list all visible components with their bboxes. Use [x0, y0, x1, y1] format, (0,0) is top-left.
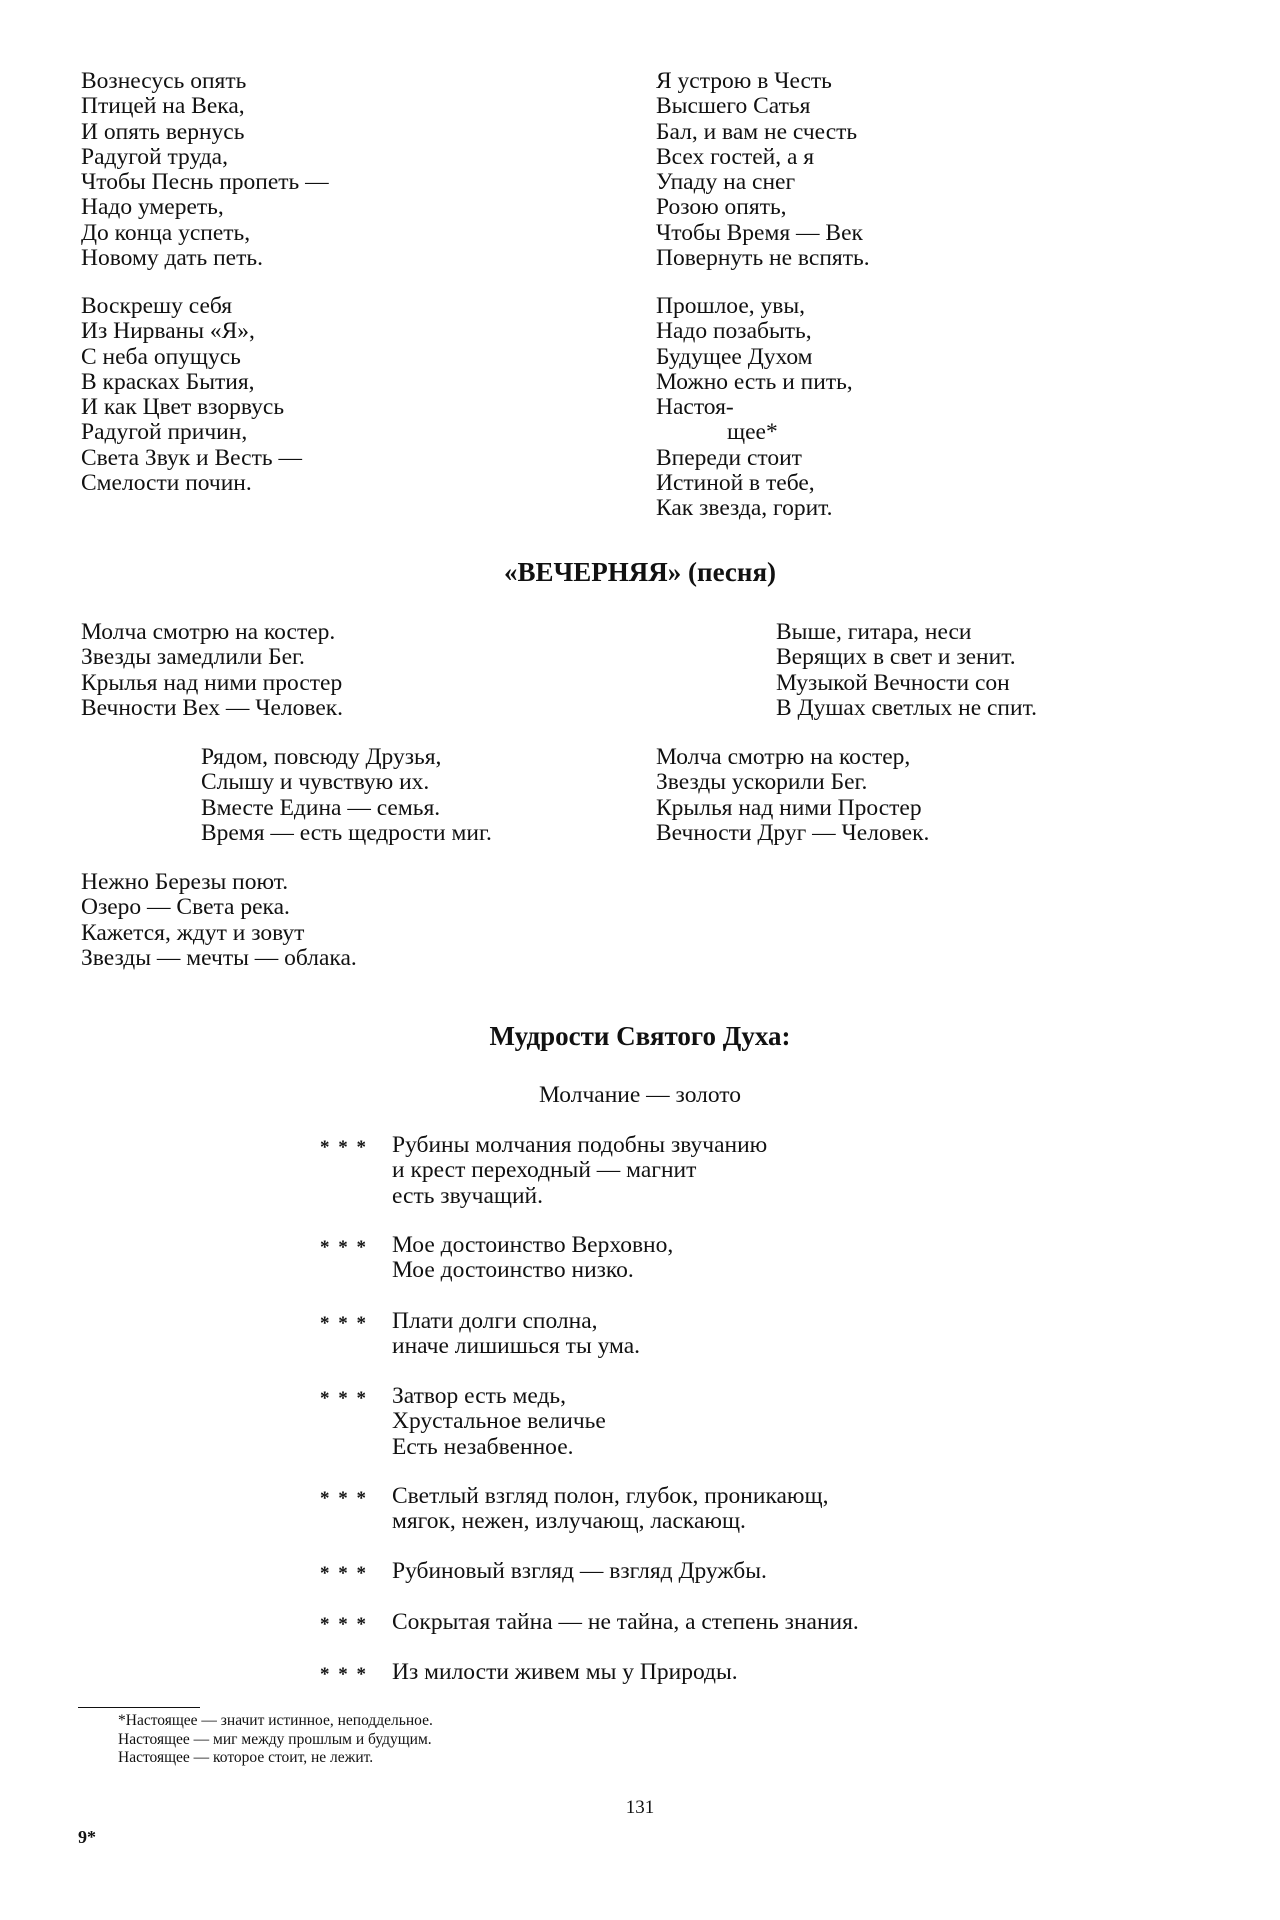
wisdom-line: Хрустальное величье	[392, 1408, 606, 1435]
verse-line: Смелости почин.	[81, 470, 252, 497]
verse-line: щее*	[727, 419, 778, 446]
verse-line: Нежно Березы поют.	[81, 869, 289, 895]
song-stanza-5	[656, 745, 929, 846]
wisdom-item	[320, 1384, 1100, 1460]
asterism-marker: * * *	[320, 1488, 368, 1509]
verse-line: Можно есть и пить,	[656, 368, 853, 395]
verse-line: В красках Бытия,	[81, 368, 255, 395]
verse-line: Радугой причин,	[81, 419, 248, 446]
verse-line: Света Звук и Весть —	[81, 444, 302, 471]
wisdom-line: Рубины молчания подобны звучанию	[392, 1132, 768, 1158]
verse-line: И как Цвет взорвусь	[81, 394, 285, 421]
wisdom-line: и крест переходный — магнит	[392, 1157, 697, 1184]
wisdom-subtitle: Молчание — золото	[538, 1082, 742, 1108]
poem-right-stanza-1	[656, 69, 870, 271]
wisdom-line: Затвор есть медь,	[392, 1383, 567, 1409]
verse-line: Вечности Друг — Человек.	[656, 819, 930, 846]
wisdom-line: Плати долги сполна,	[392, 1308, 598, 1334]
wisdom-line: Рубиновый взгляд — взгляд Дружбы.	[392, 1558, 767, 1584]
verse-line: В Душах светлых не спит.	[776, 694, 1037, 721]
asterism-marker: * * *	[320, 1137, 368, 1158]
wisdom-item	[320, 1233, 1100, 1284]
verse-line: Выше, гитара, неси	[776, 619, 972, 645]
verse-line: Музыкой Вечности сон	[776, 669, 1010, 696]
verse-line: Повернуть не вспять.	[656, 245, 870, 272]
verse-line: Радугой труда,	[81, 143, 228, 170]
song-stanza-1	[81, 620, 343, 721]
verse-line: Рядом, повсюду Друзья,	[201, 744, 442, 770]
verse-line: Звезды ускорили Бег.	[656, 769, 868, 796]
song-title: «ВЕЧЕРНЯЯ» (песня)	[503, 557, 777, 587]
verse-line: Высшего Сатья	[656, 93, 811, 120]
verse-line: Упаду на снег	[656, 169, 796, 196]
footnote-line: Настоящее — миг между прошлым и будущим.	[118, 1730, 432, 1748]
page-number: 131	[625, 1797, 655, 1818]
verse-line: Молча смотрю на костер.	[81, 619, 336, 645]
verse-line: Звезды замедлили Бег.	[81, 644, 305, 671]
poem-left-stanza-1	[81, 69, 329, 271]
verse-line: Чтобы Время — Век	[656, 219, 863, 246]
verse-line: До конца успеть,	[81, 219, 251, 246]
song-stanza-4	[776, 620, 1037, 721]
verse-line: Настоя-	[656, 394, 734, 421]
asterism-marker: * * *	[320, 1664, 368, 1685]
footnote	[118, 1712, 433, 1768]
wisdom-item	[320, 1309, 1100, 1360]
verse-line: Бал, и вам не счесть	[656, 118, 858, 145]
verse-line: Время — есть щедрости миг.	[201, 819, 492, 846]
verse-line: Чтобы Песнь пропеть —	[81, 169, 329, 196]
verse-line: Воскрешу себя	[81, 293, 233, 319]
footnote-rule	[78, 1707, 200, 1708]
wisdom-item	[320, 1484, 1100, 1535]
asterism-marker: * * *	[320, 1563, 368, 1584]
verse-line: Новому дать петь.	[81, 245, 263, 272]
song-stanza-2	[201, 745, 492, 846]
wisdom-line: Светлый взгляд полон, глубок, проникающ,	[392, 1483, 829, 1509]
wisdom-item	[320, 1559, 1100, 1584]
wisdom-item	[320, 1610, 1100, 1635]
asterism-marker: * * *	[320, 1313, 368, 1334]
verse-line: Как звезда, горит.	[656, 495, 833, 522]
verse-line: Впереди стоит	[656, 444, 802, 471]
verse-line: Молча смотрю на костер,	[656, 744, 911, 770]
verse-line: Крылья над ними простер	[81, 669, 343, 696]
verse-line: Будущее Духом	[656, 343, 813, 370]
verse-line: Надо позабыть,	[656, 318, 812, 345]
wisdom-item	[320, 1133, 1100, 1209]
verse-line: Крылья над ними Простер	[656, 794, 922, 821]
verse-line: Звезды — мечты — облака.	[81, 944, 357, 971]
verse-line: Из Нирваны «Я»,	[81, 318, 255, 345]
wisdom-title: Мудрости Святого Духа:	[489, 1021, 791, 1051]
verse-line: Слышу и чувствую их.	[201, 769, 430, 796]
asterism-marker: * * *	[320, 1237, 368, 1258]
asterism-marker: * * *	[320, 1614, 368, 1635]
verse-line: Птицей на Века,	[81, 93, 245, 120]
wisdom-line: есть звучащий.	[392, 1182, 544, 1209]
poem-right-stanza-2	[656, 294, 853, 522]
verse-line: И опять вернусь	[81, 118, 245, 145]
verse-line: Всех гостей, а я	[656, 143, 815, 170]
footnote-line: *Настоящее — значит истинное, неподдельное.	[118, 1712, 433, 1729]
verse-line: С неба опущусь	[81, 343, 241, 370]
wisdom-line: иначе лишишься ты ума.	[392, 1333, 641, 1360]
wisdom-line: Сокрытая тайна — не тайна, а степень знания.	[392, 1609, 859, 1635]
wisdom-line: Из милости живем мы у Природы.	[392, 1659, 738, 1685]
wisdom-line: мягок, нежен, излучающ, ласкающ.	[392, 1508, 746, 1535]
verse-line: Розою опять,	[656, 194, 787, 221]
verse-line: Озеро — Света река.	[81, 894, 290, 921]
poem-left-stanza-2	[81, 294, 302, 496]
verse-line: Надо умереть,	[81, 194, 224, 221]
wisdom-line: Мое достоинство Верховно,	[392, 1232, 674, 1258]
signature-mark: 9*	[78, 1827, 96, 1847]
verse-line: Верящих в свет и зенит.	[776, 644, 1016, 671]
verse-line: Истиной в тебе,	[656, 470, 815, 497]
verse-line: Вечности Вех — Человек.	[81, 694, 344, 721]
verse-line: Я устрою в Честь	[656, 68, 832, 94]
wisdom-line: Есть незабвенное.	[392, 1433, 574, 1460]
asterism-marker: * * *	[320, 1388, 368, 1409]
song-stanza-3	[81, 870, 357, 971]
wisdom-line: Мое достоинство низко.	[392, 1257, 634, 1284]
footnote-line: Настоящее — которое стоит, не лежит.	[118, 1749, 374, 1766]
verse-line: Вознесусь опять	[81, 68, 247, 94]
verse-line: Прошлое, увы,	[656, 293, 806, 319]
verse-line: Кажется, ждут и зовут	[81, 919, 305, 946]
verse-line: Вместе Едина — семья.	[201, 794, 441, 821]
wisdom-item	[320, 1660, 1100, 1685]
